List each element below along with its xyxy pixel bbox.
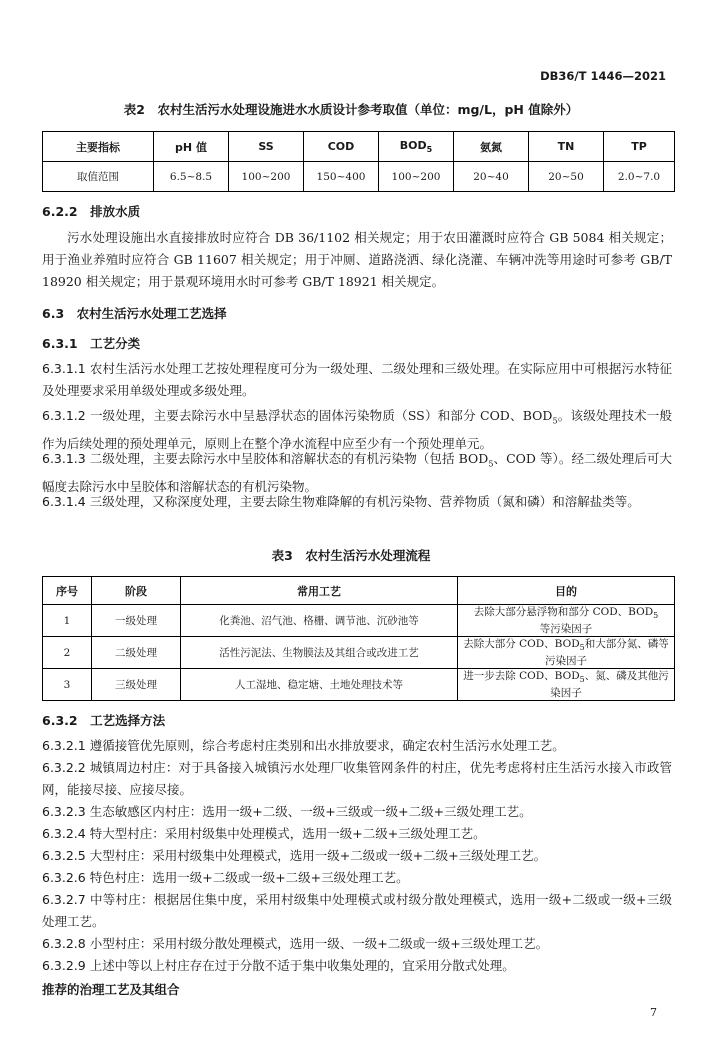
- clause-6-3-2-7: [42, 889, 672, 933]
- table2-header-cell: SS: [229, 132, 304, 162]
- table3-cell-process: 化粪池、沼气池、格栅、调节池、沉砂池等: [181, 605, 458, 637]
- clause-text: 二级处理，主要去除污水中呈胶体和溶解状态的有机污染物（包括 BOD: [89, 451, 489, 466]
- table3-cell-stage: 三级处理: [92, 669, 181, 701]
- clause-6-3-2-9: [42, 955, 672, 977]
- purpose-text: 去除大部分 COD、BOD: [463, 638, 580, 651]
- clause-number: 6.3.1.4: [42, 494, 86, 509]
- section-6-2-2-text: 污水处理设施出水直接排放时应符合 DB 36/1102 相关规定；用于农田灌溉时应符合 GB 5084 相关规定；用于渔业养殖时应符合 GB 11607 相关规定；用于冲厕、道路浇洒、绿化浇灌、车辆冲洗等用途时可参考 GB/T 18920 相关规定；用于景观环境用水时可参考 GB/T 18921 相关规定。: [42, 230, 672, 289]
- table3-header-cell: 目的: [458, 577, 675, 605]
- clause-number: 6.3.2.2: [42, 760, 86, 775]
- document-code: DB36/T 1446—2021: [540, 69, 666, 83]
- clause-number: 6.3.2.5: [42, 848, 86, 863]
- clause-text: 一级处理，主要去除污水中呈悬浮状态的固体污染物质（SS）和部分 COD、BOD: [89, 408, 553, 423]
- bod-label: BOD: [399, 138, 427, 152]
- clause-text: 城镇周边村庄：对于具备接入城镇污水处理厂收集管网条件的村庄，优先考虑将村庄生活污水接入市政管网，能接尽接、应接尽接。: [42, 760, 672, 797]
- table2-cell: 100~200: [379, 162, 454, 192]
- table3-row: [43, 637, 675, 669]
- section-6-2-2-heading: 6.2.2 排放水质: [42, 204, 141, 219]
- table2-cell: 20~40: [454, 162, 529, 192]
- clause-text: 小型村庄：采用村级分散处理模式，选用一级、一级+二级或一级+三级处理工艺。: [89, 936, 549, 951]
- table2-header-cell: [379, 132, 454, 162]
- table2-cell: 20~50: [529, 162, 604, 192]
- table2-cell: 150~400: [304, 162, 379, 192]
- table3-cell-stage: 二级处理: [92, 637, 181, 669]
- section-6-3-heading: 6.3 农村生活污水处理工艺选择: [42, 306, 227, 321]
- clause-text: 。该级处理技术一般作为后续处理的预处理单元，原则上在整个净水流程中应至少有一个预处理单元。: [42, 408, 672, 451]
- clause-number: 6.3.2.7: [42, 892, 86, 907]
- section-6-3-2-heading: 6.3.2 工艺选择方法: [42, 713, 166, 728]
- clause-text: 生态敏感区内村庄：选用一级+二级、一级+三级或一级+二级+三级处理工艺。: [89, 804, 532, 819]
- clause-number: 6.3.1.3: [42, 451, 86, 466]
- table3-title: 表3 农村生活污水处理流程: [271, 548, 431, 563]
- table2-cell: 6.5~8.5: [154, 162, 229, 192]
- table3-row: [43, 669, 675, 701]
- table3-cell-purpose: [458, 605, 675, 637]
- clause-text: 上述中等以上村庄存在过于分散不适于集中收集处理的，宜采用分散式处理。: [89, 958, 515, 973]
- clause-number: 6.3.1.2: [42, 408, 86, 423]
- purpose-text: 和大部分氮、磷等污染因子: [545, 638, 669, 667]
- subscript: 5: [579, 643, 585, 653]
- table2-cell: 取值范围: [43, 162, 154, 192]
- subscript: 5: [552, 416, 558, 426]
- clause-number: 6.3.2.3: [42, 804, 86, 819]
- table3: [42, 576, 675, 701]
- table3-cell-process: 活性污泥法、生物膜法及其组合或改进工艺: [181, 637, 458, 669]
- purpose-text: 、氮、磷及其他污染因子: [550, 670, 669, 699]
- clause-6-3-2-5: [42, 845, 672, 867]
- table3-cell-no: 1: [43, 605, 92, 637]
- table3-cell-purpose: [458, 669, 675, 701]
- table3-header-cell: 阶段: [92, 577, 181, 605]
- section-6-3-1-heading: 6.3.1 工艺分类: [42, 336, 141, 351]
- table2-cell: 2.0~7.0: [604, 162, 675, 192]
- page-number: 7: [650, 1006, 657, 1019]
- subscript: 5: [653, 611, 659, 621]
- table3-row: [43, 605, 675, 637]
- table3-header-cell: 常用工艺: [181, 577, 458, 605]
- clause-number: 6.3.2.9: [42, 958, 86, 973]
- table2-header-row: [43, 132, 675, 162]
- recommended-process-heading: 推荐的治理工艺及其组合: [42, 982, 180, 997]
- clause-6-3-2-3: [42, 801, 672, 823]
- purpose-text: 进一步去除 COD、BOD: [463, 670, 580, 683]
- clause-text: 农村生活污水处理工艺按处理程度可分为一级处理、二级处理和三级处理。在实际应用中可根据污水特征及处理要求采用单级处理或多级处理。: [42, 361, 672, 398]
- clause-6-3-1-1: [42, 358, 672, 402]
- table3-cell-process: 人工湿地、稳定塘、土地处理技术等: [181, 669, 458, 701]
- table2-data-row: [43, 162, 675, 192]
- clause-6-3-2-1: [42, 735, 672, 757]
- table2-title: 表2 农村生活污水处理设施进水水质设计参考取值（单位：mg/L，pH 值除外）: [123, 102, 579, 117]
- bod-subscript: 5: [426, 145, 433, 155]
- table2: [42, 131, 675, 192]
- table3-cell-no: 2: [43, 637, 92, 669]
- table2-cell: 100~200: [229, 162, 304, 192]
- clause-6-3-2-6: [42, 867, 672, 889]
- purpose-text: 等污染因子: [539, 622, 593, 635]
- clause-number: 6.3.2.8: [42, 936, 86, 951]
- clause-text: 中等村庄：根据居住集中度，采用村级集中处理模式或村级分散处理模式，选用一级+二级或一级+三级处理工艺。: [42, 892, 672, 929]
- clause-text: 特色村庄：选用一级+二级或一级+二级+三级处理工艺。: [89, 870, 409, 885]
- subscript: 5: [579, 675, 585, 685]
- clause-text: 遵循接管优先原则，综合考虑村庄类别和出水排放要求，确定农村生活污水处理工艺。: [89, 738, 565, 753]
- clause-number: 6.3.2.6: [42, 870, 86, 885]
- table3-header-row: [43, 577, 675, 605]
- clause-6-3-2-8: [42, 933, 672, 955]
- clause-text: 、COD 等）。经二级处理后可大幅度去除污水中呈胶体和溶解状态的有机污染物。: [42, 451, 673, 494]
- subscript: 5: [488, 459, 494, 469]
- table2-header-cell: 氨氮: [454, 132, 529, 162]
- table2-header-cell: 主要指标: [43, 132, 154, 162]
- table2-header-cell: pH 值: [154, 132, 229, 162]
- table3-cell-stage: 一级处理: [92, 605, 181, 637]
- table2-header-cell: TP: [604, 132, 675, 162]
- purpose-text: 去除大部分悬浮物和部分 COD、BOD: [473, 606, 654, 619]
- table3-cell-purpose: [458, 637, 675, 669]
- clause-text: 三级处理，又称深度处理，主要去除生物难降解的有机污染物、营养物质（氮和磷）和溶解盐类等。: [89, 494, 640, 509]
- clause-6-3-2-2: [42, 757, 672, 801]
- table3-cell-no: 3: [43, 669, 92, 701]
- clause-text: 大型村庄：采用村级集中处理模式，选用一级+二级或一级+二级+三级处理工艺。: [89, 848, 547, 863]
- clause-6-3-2-4: [42, 823, 672, 845]
- clause-number: 6.3.2.1: [42, 738, 86, 753]
- table2-header-cell: COD: [304, 132, 379, 162]
- clause-number: 6.3.1.1: [42, 361, 86, 376]
- clause-number: 6.3.2.4: [42, 826, 86, 841]
- table3-header-cell: 序号: [43, 577, 92, 605]
- clause-text: 特大型村庄：采用村级集中处理模式，选用一级+二级+三级处理工艺。: [89, 826, 486, 841]
- table2-header-cell: TN: [529, 132, 604, 162]
- clause-6-3-1-4: [42, 491, 672, 513]
